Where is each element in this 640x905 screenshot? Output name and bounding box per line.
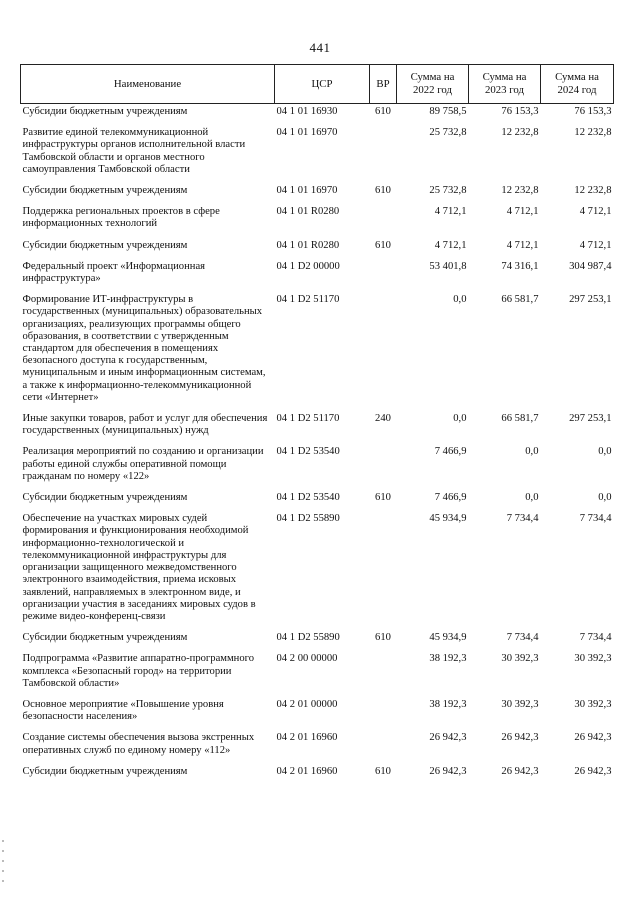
cell-vr: 610 xyxy=(375,106,391,117)
cell-csr: 04 1 01 16930 xyxy=(276,106,338,117)
budget-table xyxy=(20,64,614,785)
cell-vr xyxy=(370,204,397,237)
cell-sum-2024: 7 734,4 xyxy=(579,632,612,644)
cell-vr: 610 xyxy=(375,765,391,777)
cell-sum-2022: 38 192,3 xyxy=(429,653,467,665)
cell-csr: 04 1 D2 51170 xyxy=(276,294,340,306)
table-row xyxy=(21,511,614,630)
table-row xyxy=(21,183,614,204)
table-row xyxy=(21,411,614,444)
header-csr: ЦСР xyxy=(275,65,370,104)
cell-sum-2022: 26 942,3 xyxy=(429,732,467,744)
cell-vr: 240 xyxy=(375,413,391,425)
cell-sum-2023: 4 712,1 xyxy=(506,206,539,218)
cell-csr: 04 1 D2 53540 xyxy=(276,492,340,504)
cell-sum-2022: 38 192,3 xyxy=(429,698,467,710)
cell-name: Основное мероприятие «Повышение уровня безопасности населения» xyxy=(22,698,224,723)
table-row xyxy=(21,651,614,697)
cell-vr xyxy=(370,292,397,411)
page-number: 441 xyxy=(309,40,331,55)
cell-name: Федеральный проект «Информационная инфраструктура» xyxy=(22,260,206,285)
table-row xyxy=(21,125,614,183)
cell-vr xyxy=(370,125,397,183)
cell-sum-2023: 4 712,1 xyxy=(506,239,539,251)
cell-sum-2023: 7 734,4 xyxy=(506,632,539,644)
cell-csr: 04 1 D2 00000 xyxy=(276,260,340,272)
cell-vr: 610 xyxy=(375,239,391,251)
cell-sum-2023: 76 153,3 xyxy=(501,106,539,117)
cell-sum-2024: 4 712,1 xyxy=(579,206,612,218)
cell-vr xyxy=(370,511,397,630)
cell-sum-2022: 45 934,9 xyxy=(429,632,467,644)
cell-sum-2024: 12 232,8 xyxy=(574,185,612,197)
cell-sum-2022: 7 466,9 xyxy=(434,492,467,504)
cell-csr: 04 2 01 00000 xyxy=(276,698,338,710)
table-body xyxy=(21,104,614,785)
cell-csr: 04 1 01 16970 xyxy=(276,185,338,197)
cell-sum-2023: 12 232,8 xyxy=(501,127,539,139)
cell-sum-2024: 297 253,1 xyxy=(569,294,612,306)
cell-sum-2023: 12 232,8 xyxy=(501,185,539,197)
table-row xyxy=(21,490,614,511)
cell-sum-2022: 7 466,9 xyxy=(434,446,467,458)
cell-sum-2023: 30 392,3 xyxy=(501,653,539,665)
cell-sum-2023: 7 734,4 xyxy=(506,513,539,525)
cell-name: Создание системы обеспечения вызова экстренных оперативных служб по единому номеру «112» xyxy=(22,732,255,756)
cell-vr: 610 xyxy=(375,185,391,197)
table-row xyxy=(21,238,614,259)
cell-sum-2024: 0,0 xyxy=(598,492,612,504)
cell-sum-2022: 89 758,5 xyxy=(429,106,467,117)
cell-sum-2024: 0,0 xyxy=(598,446,612,458)
cell-sum-2022: 4 712,1 xyxy=(434,206,467,218)
cell-csr: 04 1 01 16970 xyxy=(276,127,338,139)
header-sum-2022: Сумма на 2022 год xyxy=(397,65,469,104)
cell-sum-2022: 26 942,3 xyxy=(429,765,467,777)
table-row xyxy=(21,104,614,126)
cell-sum-2024: 304 987,4 xyxy=(569,260,612,272)
cell-sum-2022: 0,0 xyxy=(453,294,467,306)
cell-name: Субсидии бюджетным учреждениям xyxy=(22,185,188,197)
cell-sum-2023: 26 942,3 xyxy=(501,765,539,777)
table-row xyxy=(21,204,614,237)
cell-csr: 04 1 D2 51170 xyxy=(276,413,340,425)
table-row xyxy=(21,764,614,785)
cell-sum-2024: 30 392,3 xyxy=(574,698,612,710)
scan-edge-marks xyxy=(2,840,6,900)
cell-sum-2023: 66 581,7 xyxy=(501,294,539,306)
cell-sum-2022: 25 732,8 xyxy=(429,185,467,197)
table-header xyxy=(21,65,614,104)
cell-sum-2024: 26 942,3 xyxy=(574,732,612,744)
cell-name: Формирование ИТ-инфраструктуры в государственных (муниципальных) образовательных организациях, реализующих программы общего образования, в соответствии с утвержденным стандартом для обеспечения в помещениях безопасного доступа к государственным, муниципальным и иным информационным системам, а также к информационно-телекоммуникационной сети «Интернет» xyxy=(22,294,266,403)
cell-name: Субсидии бюджетным учреждениям xyxy=(22,632,188,644)
cell-csr: 04 1 D2 55890 xyxy=(276,632,340,644)
header-sum-2023: Сумма на 2023 год xyxy=(469,65,541,104)
cell-sum-2023: 66 581,7 xyxy=(501,413,539,425)
cell-name: Поддержка региональных проектов в сфере информационных технологий xyxy=(22,206,220,230)
cell-sum-2023: 30 392,3 xyxy=(501,698,539,710)
cell-csr: 04 2 01 16960 xyxy=(276,732,338,744)
cell-name: Субсидии бюджетным учреждениям xyxy=(22,765,188,777)
cell-name: Подпрограмма «Развитие аппаратно-программного комплекса «Безопасный город» на территории Тамбовской области» xyxy=(22,653,255,689)
cell-sum-2024: 12 232,8 xyxy=(574,127,612,139)
cell-vr xyxy=(370,697,397,730)
header-row xyxy=(21,65,614,104)
cell-sum-2024: 297 253,1 xyxy=(569,413,612,425)
table-row xyxy=(21,630,614,651)
cell-sum-2024: 26 942,3 xyxy=(574,765,612,777)
cell-vr: 610 xyxy=(375,492,391,504)
table-row xyxy=(21,259,614,292)
header-sum-2024: Сумма на 2024 год xyxy=(541,65,614,104)
header-name: Наименование xyxy=(21,65,275,104)
cell-name: Субсидии бюджетным учреждениям xyxy=(22,492,188,504)
cell-csr: 04 1 01 R0280 xyxy=(276,239,340,251)
cell-sum-2024: 76 153,3 xyxy=(574,106,612,117)
cell-name: Обеспечение на участках мировых судей формирования и функционирования необходимой информационно-технологической и телекоммуникационной инфраструктуры для организации защищенного межведомственного электронного взаимодействия, приема исковых заявлений, направляемых в электронном виде, и организации участия в заседаниях мировых судов в режиме видео-конференц-связи xyxy=(22,513,256,622)
cell-csr: 04 1 01 R0280 xyxy=(276,206,340,218)
table-row xyxy=(21,444,614,490)
table-row xyxy=(21,697,614,730)
cell-sum-2022: 0,0 xyxy=(453,413,467,425)
cell-name: Реализация мероприятий по созданию и организации работы единой службы оперативной помощи гражданам по номеру «122» xyxy=(22,446,264,482)
cell-sum-2023: 74 316,1 xyxy=(501,260,539,272)
cell-vr: 610 xyxy=(375,632,391,644)
cell-csr: 04 2 00 00000 xyxy=(276,653,338,665)
table-row xyxy=(21,730,614,763)
header-vr: ВР xyxy=(370,65,397,104)
cell-name: Субсидии бюджетным учреждениям xyxy=(22,239,188,251)
cell-sum-2023: 0,0 xyxy=(525,492,539,504)
cell-sum-2022: 25 732,8 xyxy=(429,127,467,139)
cell-sum-2024: 7 734,4 xyxy=(579,513,612,525)
cell-name: Иные закупки товаров, работ и услуг для обеспечения государственных (муниципальных) нужд xyxy=(22,413,268,437)
cell-csr: 04 2 01 16960 xyxy=(276,765,338,777)
cell-vr xyxy=(370,651,397,697)
cell-sum-2024: 30 392,3 xyxy=(574,653,612,665)
cell-csr: 04 1 D2 55890 xyxy=(276,513,340,525)
cell-vr xyxy=(370,730,397,763)
cell-sum-2022: 53 401,8 xyxy=(429,260,467,272)
cell-sum-2024: 4 712,1 xyxy=(579,239,612,251)
cell-sum-2022: 4 712,1 xyxy=(434,239,467,251)
cell-sum-2023: 26 942,3 xyxy=(501,732,539,744)
cell-vr xyxy=(370,259,397,292)
cell-name: Субсидии бюджетным учреждениям xyxy=(22,106,188,117)
cell-sum-2022: 45 934,9 xyxy=(429,513,467,525)
cell-name: Развитие единой телекоммуникационной инфраструктуры органов исполнительной власти Тамбовской области и органов местного самоуправления Тамбовской области xyxy=(22,127,246,175)
cell-csr: 04 1 D2 53540 xyxy=(276,446,340,458)
table-row xyxy=(21,292,614,411)
cell-vr xyxy=(370,444,397,490)
cell-sum-2023: 0,0 xyxy=(525,446,539,458)
